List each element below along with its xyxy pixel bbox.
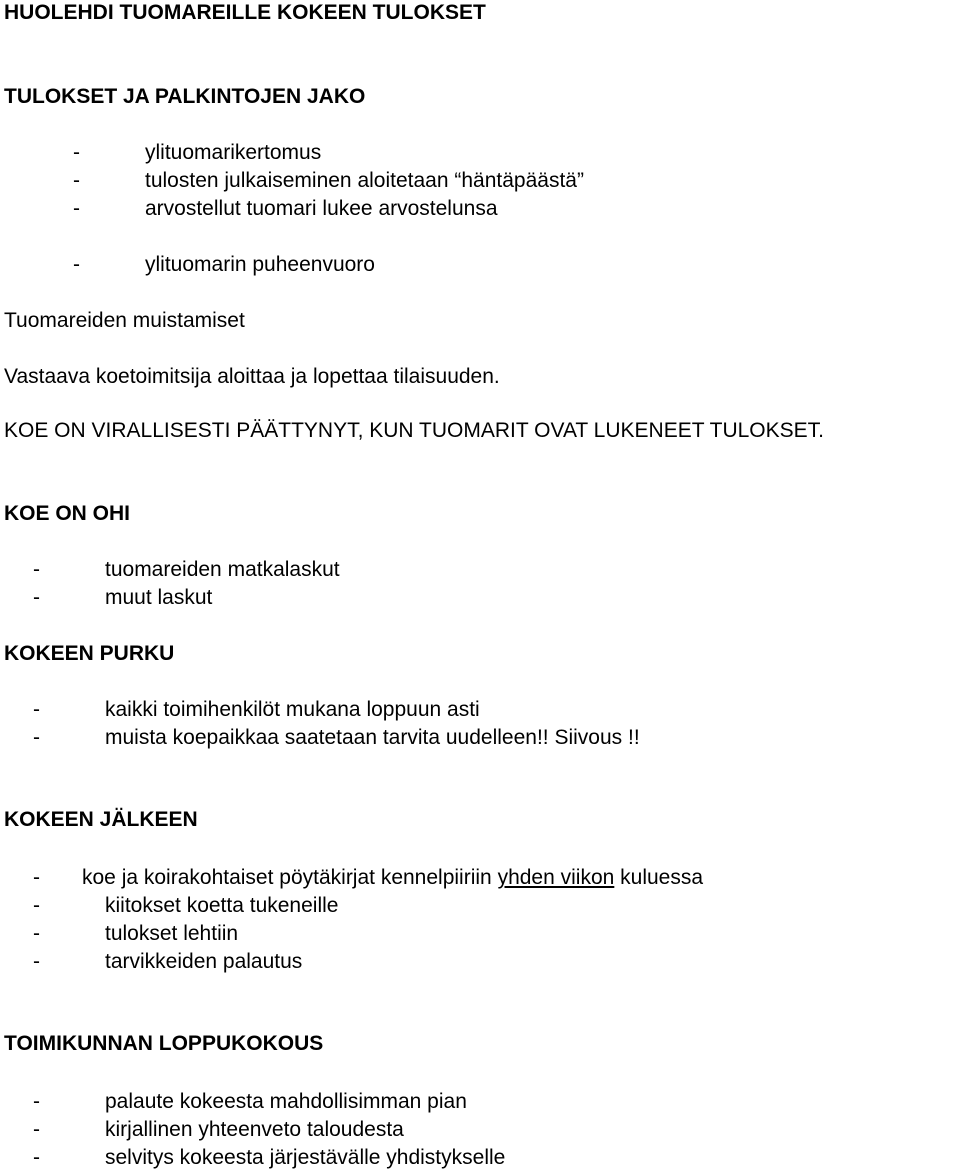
paragraph-judges-gifts: Tuomareiden muistamiset: [4, 309, 245, 332]
list-item: kaikki toimihenkilöt mukana loppuun asti: [105, 698, 480, 721]
list-item: tulosten julkaiseminen aloitetaan “häntäpäästä”: [145, 169, 584, 192]
page-title: HUOLEHDI TUOMAREILLE KOKEEN TULOKSET: [4, 1, 486, 24]
list-bullet: -: [33, 866, 40, 889]
list-bullet: -: [73, 253, 80, 276]
underlined-deadline: yhden viikon: [497, 866, 615, 889]
list-item: kirjallinen yhteenveto taloudesta: [105, 1118, 404, 1141]
list-bullet: -: [33, 586, 40, 609]
section-heading-teardown: KOKEEN PURKU: [4, 642, 175, 665]
list-item-text: koe ja koirakohtaiset pöytäkirjat kennelpiiriin: [82, 866, 498, 889]
section-heading-over: KOE ON OHI: [4, 502, 131, 525]
list-item: kiitokset koetta tukeneille: [105, 894, 339, 917]
list-bullet: -: [33, 558, 40, 581]
paragraph-official-end: KOE ON VIRALLISESTI PÄÄTTYNYT, KUN TUOMARIT OVAT LUKENEET TULOKSET.: [4, 419, 824, 442]
list-bullet: -: [73, 169, 80, 192]
section-heading-after: KOKEEN JÄLKEEN: [4, 808, 198, 831]
list-item: selvitys kokeesta järjestävälle yhdistykselle: [105, 1146, 506, 1169]
list-bullet: -: [33, 1118, 40, 1141]
list-item: tuomareiden matkalaskut: [105, 558, 340, 581]
list-bullet: -: [73, 197, 80, 220]
list-bullet: -: [33, 726, 40, 749]
list-item: [82, 865, 703, 891]
list-bullet: -: [33, 698, 40, 721]
list-bullet: -: [73, 141, 80, 164]
list-item: palaute kokeesta mahdollisimman pian: [105, 1090, 467, 1113]
paragraph-responsible-official: Vastaava koetoimitsija aloittaa ja lopettaa tilaisuuden.: [4, 365, 500, 388]
list-bullet: -: [33, 1090, 40, 1113]
list-item: tarvikkeiden palautus: [105, 950, 303, 973]
list-bullet: -: [33, 1146, 40, 1169]
section-heading-results: TULOKSET JA PALKINTOJEN JAKO: [4, 85, 366, 108]
list-item: ylituomarikertomus: [145, 141, 322, 164]
list-item: arvostellut tuomari lukee arvostelunsa: [145, 197, 498, 220]
section-heading-meeting: TOIMIKUNNAN LOPPUKOKOUS: [4, 1032, 324, 1055]
list-item: tulokset lehtiin: [105, 922, 239, 945]
list-item: muista koepaikkaa saatetaan tarvita uudelleen!! Siivous !!: [105, 726, 640, 749]
list-bullet: -: [33, 894, 40, 917]
list-item-text: kuluessa: [614, 866, 704, 889]
list-item: ylituomarin puheenvuoro: [145, 253, 375, 276]
list-bullet: -: [33, 950, 40, 973]
list-item: muut laskut: [105, 586, 213, 609]
list-bullet: -: [33, 922, 40, 945]
